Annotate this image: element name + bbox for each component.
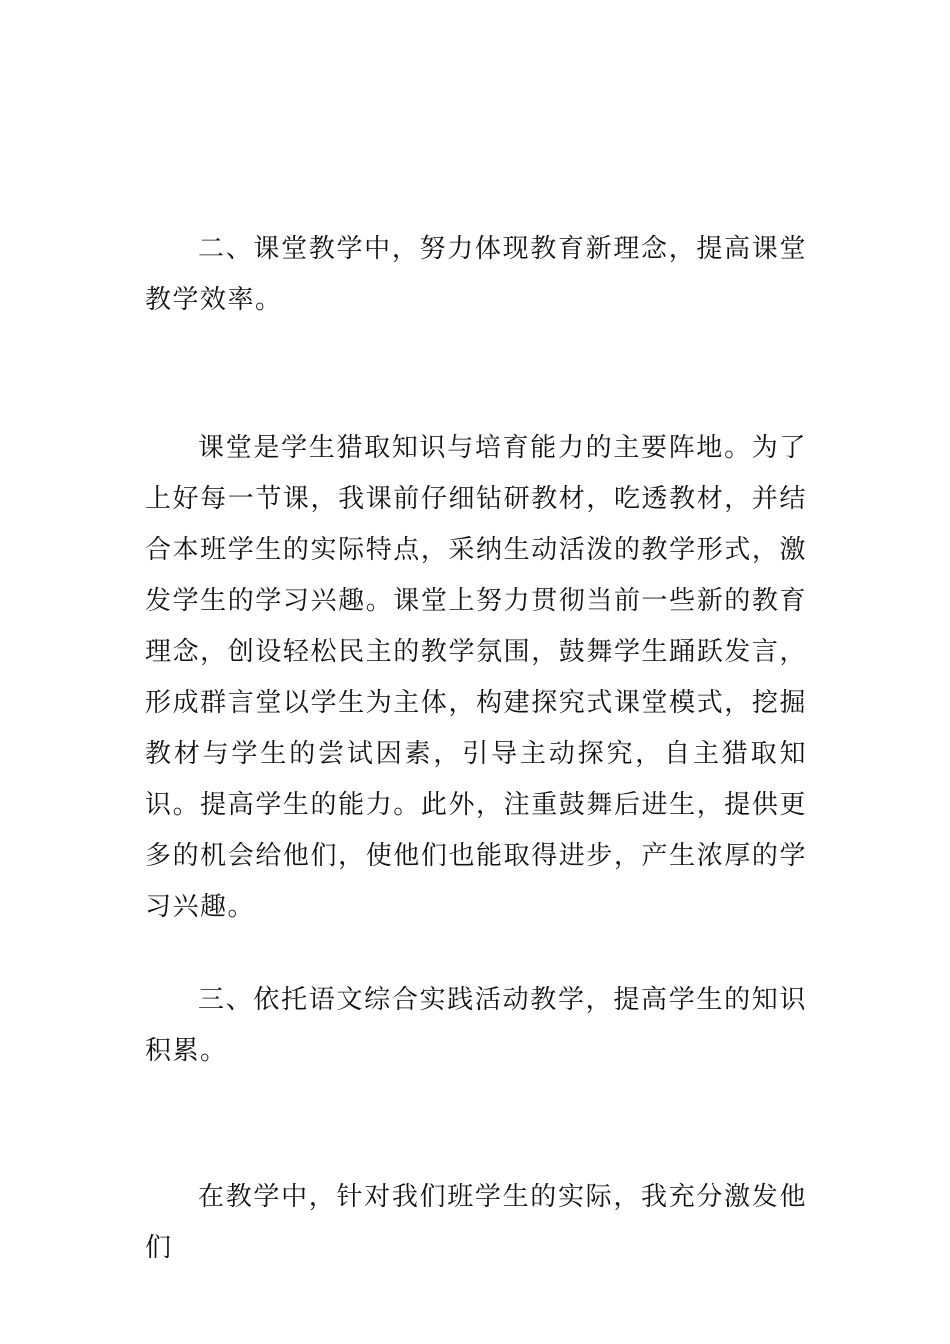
body-paragraph-classroom: 课堂是学生猎取知识与培育能力的主要阵地。为了上好每一节课，我课前仔细钻研教材，吃透教材，并结合本班学生的实际特点，采纳生动活泼的教学形式，激发学生的学习兴趣。课堂上努力贯彻当前一些新的教育理念，创设轻松民主的教学氛围，鼓舞学生踊跃发言，形成群言堂以学生为主体，构建探究式课堂模式，挖掘教材与学生的尝试因素，引导主动探究，自主猎取知识。提高学生的能力。此外，注重鼓舞后进生，提供更多的机会给他们，使他们也能取得进步，产生浓厚的学习兴趣。 [145, 433, 807, 922]
section-heading-two: 二、课堂教学中，努力体现教育新理念，提高课堂教学效率。 [145, 234, 807, 315]
section-heading-three: 三、依托语文综合实践活动教学，提高学生的知识积累。 [145, 985, 807, 1066]
body-paragraph-practice: 在教学中，针对我们班学生的实际，我充分激发他们 [145, 1182, 807, 1263]
